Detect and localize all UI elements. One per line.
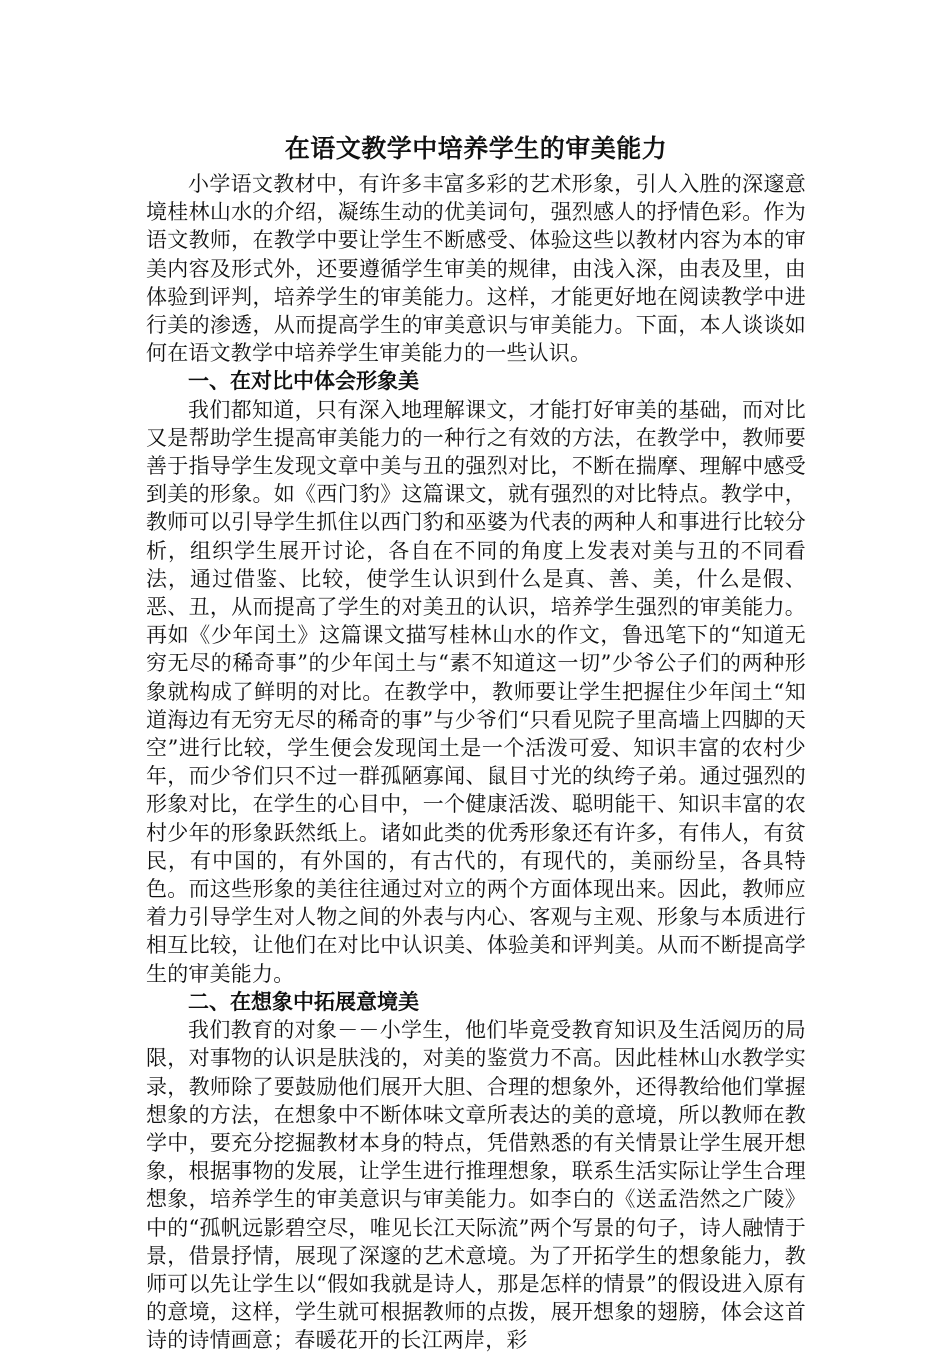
section-1-heading: 一、在对比中体会形象美 — [188, 368, 419, 394]
section-2-heading: 二、在想象中拓展意境美 — [188, 988, 419, 1014]
intro-paragraph: 小学语文教材中，有许多丰富多彩的艺术形象，引人入胜的深邃意境桂林山水的介绍，凝练生动的优美词句，强烈感人的抒情色彩。作为语文教师，在教学中要让学生不断感受、体验这些以教材内容为本的审美内容及形式外，还要遵循学生审美的规律，由浅入深，由表及里，由体验到评判，培养学生的审美能力。这样，才能更好地在阅读教学中进行美的渗透，从而提高学生的审美意识与审美能力。下面，本人谈谈如何在语文教学中培养学生审美能力的一些认识。 — [146, 172, 806, 366]
section-1-paragraph: 我们都知道，只有深入地理解课文，才能打好审美的基础，而对比又是帮助学生提高审美能力的一种行之有效的方法，在教学中，教师要善于指导学生发现文章中美与丑的强烈对比，不断在揣摩、理解中感受到美的形象。如《西门豹》这篇课文，就有强烈的对比特点。教学中，教师可以引导学生抓住以西门豹和巫婆为代表的两种人和事进行比较分析，组织学生展开讨论，各自在不同的角度上发表对美与丑的不同看法，通过借鉴、比较，使学生认识到什么是真、善、美，什么是假、恶、丑，从而提高了学生的对美丑的认识，培养学生强烈的审美能力。再如《少年闰土》这篇课文描写桂林山水的作文，鲁迅笔下的“知道无穷无尽的稀奇事”的少年闰土与“素不知道这一切”少爷公子们的两种形象就构成了鲜明的对比。在教学中，教师要让学生把握住少年闰土“知道海边有无穷无尽的稀奇的事”与少爷们“只看见院子里高墙上四脚的天空”进行比较，学生便会发现闰土是一个活泼可爱、知识丰富的农村少年，而少爷们只不过一群孤陋寡闻、鼠目寸光的纨绔子弟。通过强烈的形象对比，在学生的心目中，一个健康活泼、聪明能干、知识丰富的农村少年的形象跃然纸上。诸如此类的优秀形象还有许多，有伟人，有贫民，有中国的，有外国的，有古代的，有现代的，美丽纷呈，各具特色。而这些形象的美往往通过对立的两个方面体现出来。因此，教师应着力引导学生对人物之间的外表与内心、客观与主观、形象与本质进行相互比较，让他们在对比中认识美、体验美和评判美。从而不断提高学生的审美能力。 — [146, 397, 806, 986]
document-page — [146, 130, 806, 1355]
document-title: 在语文教学中培养学生的审美能力 — [284, 134, 668, 163]
section-2-paragraph: 我们教育的对象－－小学生，他们毕竟受教育知识及生活阅历的局限，对事物的认识是肤浅的，对美的鉴赏力不高。因此桂林山水教学实录，教师除了要鼓励他们展开大胆、合理的想象外，还得教给他们掌握想象的方法，在想象中不断体味文章所表达的美的意境，所以教师在教学中，要充分挖掘教材本身的特点，凭借熟悉的有关情景让学生展开想象，根据事物的发展，让学生进行推理想象，联系生活实际让学生合理想象，培养学生的审美意识与审美能力。如李白的《送孟浩然之广陵》中的“孤帆远影碧空尽，唯见长江天际流”两个写景的句子，诗人融情于景，借景抒情，展现了深邃的艺术意境。为了开拓学生的想象能力，教师可以先让学生以“假如我就是诗人，那是怎样的情景”的假设进入原有的意境，这样，学生就可根据教师的点拨，展开想象的翅膀，体会这首诗的诗情画意；春暖花开的长江两岸，彩 — [146, 1018, 806, 1353]
